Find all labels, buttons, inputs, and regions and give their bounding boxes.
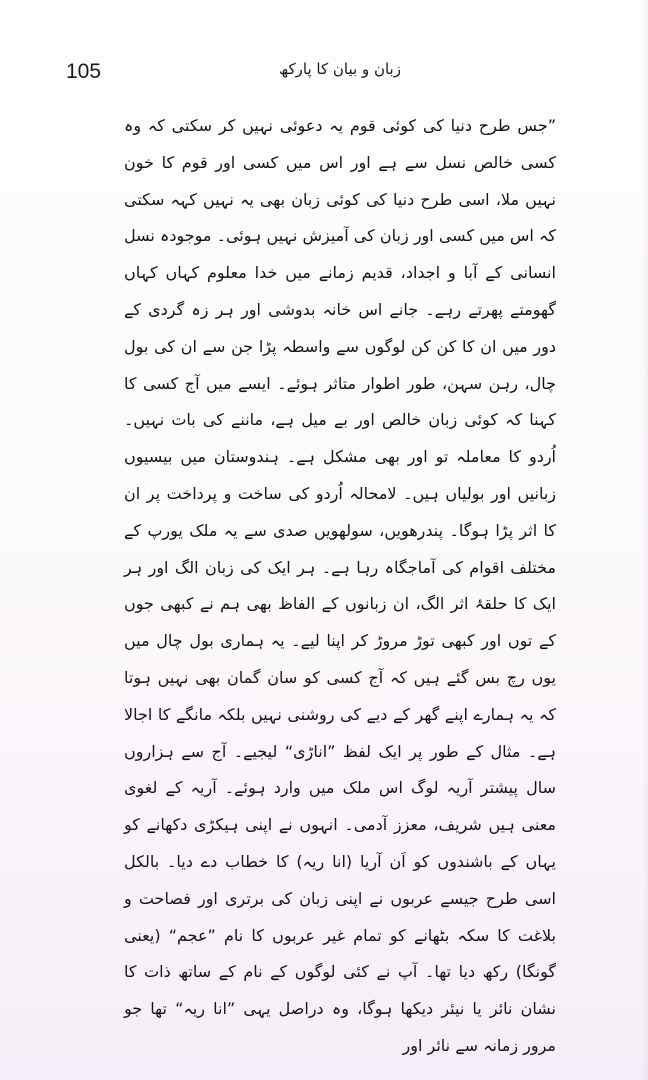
body-paragraph: ”جس طرح دنیا کی کوئی قوم یہ دعوئی نہیں کر سکتی کہ وہ کسی خالص نسل سے ہے اور اس میں کسی اور قوم کا خون نہیں ملا، اسی طرح دنیا کی کوئی زبان بھی یہ نہیں کہہ سکتی کہ اس میں کسی اور زبان کی آمیزش نہیں ہوئی۔ موجودہ نسل انسانی کے آبا و اجداد، قدیم زمانے میں خدا معلوم کہاں کہاں گھومتے پھرتے رہے۔ جانے اس خانہ بدوشی اور ہر زہ گردی کے دور میں ان کا کن کن لوگوں سے واسطہ پڑا جن سے ان کی بول چال، رہن سہن، طور اطوار متاثر ہوئے۔ ایسے میں آج کسی کا کہنا کہ کوئی زبان خالص اور بے میل ہے، ماننے کی بات نہیں۔ اُردو کا معاملہ تو اور بھی مشکل ہے۔ ہندوستان میں بیسیوں زبانیں اور بولیاں ہیں۔ لامحالہ اُردو کی ساخت و پرداخت پر ان کا اثر پڑا ہوگا۔ پندرھویں، سولھویں صدی سے یہ ملک یورپ کے مختلف اقوام کی آماجگاہ رہا ہے۔ ہر ایک کی زبان الگ اور ہر ایک کا حلقۂ اثر الگ، ان زبانوں کے الفاظ بھی ہم نے کبھی جوں کے توں اور کبھی توڑ مروڑ کر اپنا لیے۔ یہ ہماری بول چال میں یوں رچ بس گئے ہیں کہ آج کسی کو سان گمان بھی نہیں ہوتا کہ یہ ہمارے اپنے گھر کے دیے کی روشنی نہیں بلکہ مانگے کا اجالا ہے۔ مثال کے طور پر ایک لفظ ”اناڑی“ لیجیے۔ آج سے ہزاروں سال پیشتر آریہ لوگ اس ملک میں وارد ہوئے۔ آریہ کے لغوی معنی ہیں شریف، معزز آدمی۔ انہوں نے اپنی ہیکڑی دکھانے کو یہاں کے باشندوں کو اَن آریا (انا ریہ) کا خطاب دے دیا۔ بالکل اسی طرح جیسے عربوں نے اپنی زبان کی برتری اور فصاحت و بلاغت کا سکہ بٹھانے کو تمام غیر عربوں کا نام ”عجم“ (یعنی گونگا) رکھ دیا تھا۔ آپ نے کئی لوگوں کے نام کے ساتھ ذات کا نشان نائر یا نیئر دیکھا ہوگا، وہ دراصل یہی ”انا ریہ“ تھا جو مرور زمانہ سے نائر اور xyxy=(124,116,556,1055)
body-text xyxy=(124,108,556,1065)
page-number: 105 xyxy=(66,60,102,83)
running-title: زبان و بیان کا پارکھ xyxy=(279,60,401,78)
page-edge-shadow xyxy=(642,0,648,1080)
